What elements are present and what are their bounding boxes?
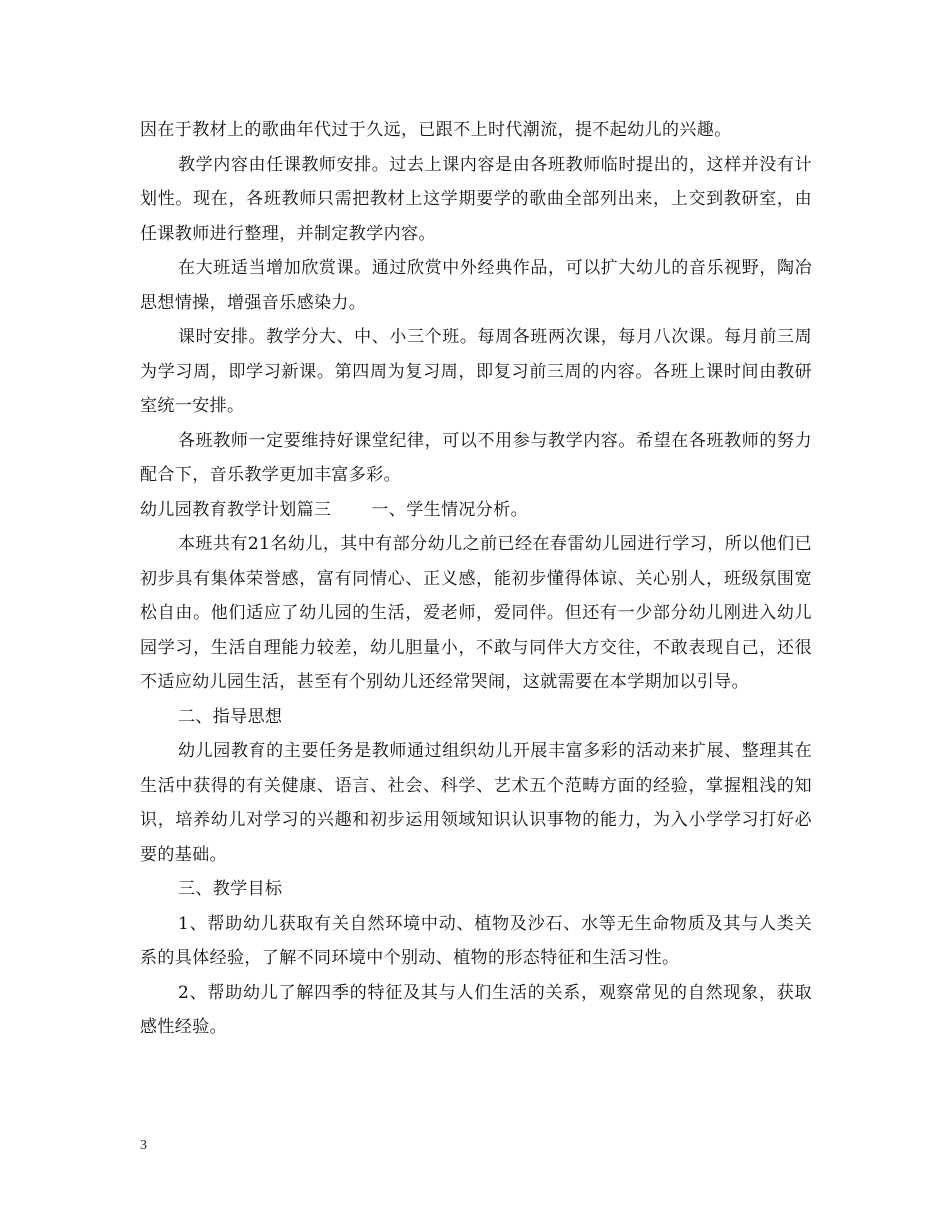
list-item: 1、帮助幼儿获取有关自然环境中动、植物及沙石、水等无生命物质及其与人类关系的具体经验，了解不同环境中个别动、植物的形态特征和生活习性。 (140, 913, 812, 968)
section-title: 幼儿园教育教学计划篇三 (140, 499, 332, 520)
subheading: 二、指导思想 (178, 706, 283, 727)
paragraph: 课时安排。教学分大、中、小三个班。每周各班两次课，每月八次课。每月前三周为学习周，即学习新课。第四周为复习周，即复习前三周的内容。各班上课时间由教研室统一安排。 (140, 327, 812, 416)
section-heading (140, 493, 812, 528)
subheading: 三、教学目标 (178, 879, 283, 899)
page-number: 3 (140, 1138, 147, 1153)
list-item: 2、帮助幼儿了解四季的特征及其与人们生活的关系，观察常见的自然现象，获取感性经验。 (140, 982, 812, 1037)
section-subtitle: 一、学生情况分析。 (371, 499, 529, 520)
paragraph: 各班教师一定要维持好课堂纪律，可以不用参与教学内容。希望在各班教师的努力配合下，音乐教学更加丰富多彩。 (140, 430, 812, 485)
paragraph: 在大班适当增加欣赏课。通过欣赏中外经典作品，可以扩大幼儿的音乐视野，陶冶思想情操，增强音乐感染力。 (140, 258, 812, 313)
paragraph: 幼儿园教育的主要任务是教师通过组织幼儿开展丰富多彩的活动来扩展、整理其在生活中获得的有关健康、语言、社会、科学、艺术五个范畴方面的经验，掌握粗浅的知识，培养幼儿对学习的兴趣和初步运用领域知识认识事物的能力，为入小学学习打好必要的基础。 (140, 741, 812, 865)
paragraph: 本班共有21名幼儿，其中有部分幼儿之前已经在春雷幼儿园进行学习，所以他们已初步具有集体荣誉感，富有同情心、正义感，能初步懂得体谅、关心别人，班级氛围宽松自由。他们适应了幼儿园的生活，爱老师，爱同伴。但还有一少部分幼儿刚进入幼儿园学习，生活自理能力较差，幼儿胆量小，不敢与同伴大方交往，不敢表现自己，还很不适应幼儿园生活，甚至有个别幼儿还经常哭闹，这就需要在本学期加以引导。 (140, 534, 812, 692)
paragraph: 教学内容由任课教师安排。过去上课内容是由各班教师临时提出的，这样并没有计划性。现在，各班教师只需把教材上这学期要学的歌曲全部列出来，上交到教研室，由任课教师进行整理，并制定教学内容。 (140, 154, 812, 244)
document-body (140, 113, 812, 1045)
paragraph: 因在于教材上的歌曲年代过于久远，已跟不上时代潮流，提不起幼儿的兴趣。 (140, 120, 732, 140)
